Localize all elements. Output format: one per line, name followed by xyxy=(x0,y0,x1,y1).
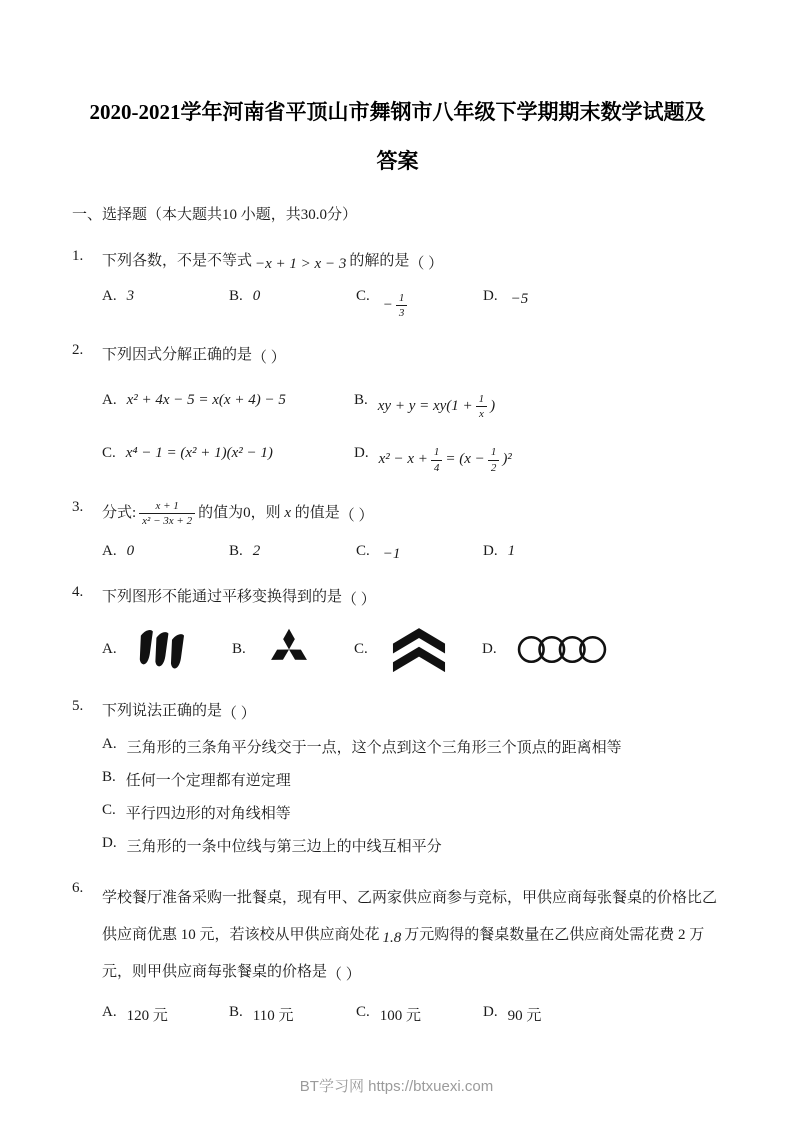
question-5-stem xyxy=(72,698,723,724)
question-6 xyxy=(72,880,723,1025)
option-d xyxy=(482,633,607,666)
formula-part: ) xyxy=(490,398,496,415)
option-a xyxy=(102,626,232,674)
stem-text: 学校餐厅准备采购一批餐桌，现有甲、乙两家供应商参与竞标，甲供应商每张餐桌的价格比乙供应商优惠 10 元，若该校从甲供应商处花 xyxy=(102,890,718,943)
question-5-options xyxy=(102,736,723,856)
question-3 xyxy=(72,499,723,560)
question-4 xyxy=(72,584,723,674)
stem-body xyxy=(102,342,723,368)
option-c xyxy=(356,543,483,560)
overlapping-shields-icon xyxy=(137,626,191,674)
option-d xyxy=(483,288,610,305)
option-value: −1 xyxy=(382,545,401,562)
option-value: 120 元 xyxy=(126,1008,168,1025)
formula-part: xy + y = xy(1 + xyxy=(377,398,473,415)
option-label: C. xyxy=(102,445,116,462)
option-label: B. xyxy=(232,641,246,658)
option-a xyxy=(102,736,723,757)
option-label: A. xyxy=(102,287,117,304)
stem-text: 万元购得的餐桌数量在乙供应商处需花费 2 万元，则甲供应商每张餐桌的价格是 xyxy=(102,926,705,980)
question-1-options xyxy=(102,288,723,318)
option-a xyxy=(102,288,229,305)
option-label: B. xyxy=(102,769,116,786)
variable-x: x xyxy=(284,505,292,522)
question-2-options-row-2 xyxy=(102,445,723,475)
option-value: 1 xyxy=(507,542,516,559)
option-d xyxy=(102,835,723,856)
four-rings-logo-icon xyxy=(517,633,607,666)
stem-text: 的值为0，则 xyxy=(198,505,281,522)
option-c xyxy=(356,288,483,318)
option-text: 三角形的一条中位线与第三边上的中线互相平分 xyxy=(126,839,442,856)
question-number: 4. xyxy=(72,583,84,600)
option-text: 平行四边形的对角线相等 xyxy=(125,806,291,823)
option-formula xyxy=(379,445,512,475)
question-5 xyxy=(72,698,723,856)
question-3-options xyxy=(102,543,723,560)
option-b xyxy=(229,288,356,305)
question-number: 1. xyxy=(72,247,84,264)
fraction: $\frac{1}{2}$ xyxy=(488,445,500,475)
option-value: 100 元 xyxy=(379,1008,422,1025)
answer-blank: （ ） xyxy=(409,255,444,272)
page-title xyxy=(72,88,723,187)
option-value: 3 xyxy=(126,287,135,304)
option-label: B. xyxy=(229,287,243,304)
option-c xyxy=(354,626,482,673)
stem-text: 下列说法正确的是 xyxy=(102,702,223,719)
fraction: $\frac{1}{x}$ xyxy=(476,392,488,422)
footer-watermark-link[interactable]: BT学习网 https://btxuexi.com xyxy=(299,1078,494,1095)
option-b xyxy=(229,543,356,560)
fraction: $\frac{1}{3}$ xyxy=(396,291,408,321)
option-label: D. xyxy=(102,835,117,852)
option-label: A. xyxy=(102,542,117,559)
formula-part: )² xyxy=(502,451,512,468)
question-2-stem xyxy=(72,342,723,368)
stem-text: 下列因式分解正确的是 xyxy=(102,346,253,363)
option-label: D. xyxy=(354,445,369,462)
option-c xyxy=(356,1004,483,1025)
option-formula: x⁴ − 1 = (x² + 1)(x² − 1) xyxy=(125,445,273,462)
option-label: D. xyxy=(483,1004,498,1021)
option-value: 110 元 xyxy=(252,1008,294,1025)
option-a xyxy=(102,1004,229,1025)
question-number: 3. xyxy=(72,498,84,515)
option-text: 任何一个定理都有逆定理 xyxy=(125,773,291,790)
option-label: D. xyxy=(483,287,498,304)
amount-1-8: 1.8 xyxy=(382,929,402,946)
option-value: 0 xyxy=(126,542,135,559)
stem-body xyxy=(102,248,723,274)
answer-blank: （ ） xyxy=(342,591,376,608)
three-diamonds-logo-icon xyxy=(266,627,312,672)
option-d xyxy=(483,1004,610,1025)
option-c xyxy=(102,445,354,462)
section-heading: 一、选择题（本大题共10 小题，共30.0分） xyxy=(72,206,358,223)
inequality-formula: −x + 1 > x − 3 xyxy=(255,255,347,272)
answer-blank: （ ） xyxy=(339,508,374,525)
option-label: C. xyxy=(102,802,116,819)
option-label: C. xyxy=(356,1004,370,1021)
option-text: 三角形的三条角平分线交于一点，这个点到这个三角形三个顶点的距离相等 xyxy=(126,740,622,757)
option-label: A. xyxy=(102,736,117,753)
option-label: A. xyxy=(102,391,117,408)
stem-body xyxy=(102,499,723,529)
question-number: 2. xyxy=(72,341,84,358)
option-label: B. xyxy=(354,391,368,408)
stem-body xyxy=(102,880,723,990)
option-formula: x² + 4x − 5 = x(x + 4) − 5 xyxy=(126,391,286,408)
option-b xyxy=(232,627,354,672)
option-label: C. xyxy=(354,641,368,658)
option-c xyxy=(102,802,723,823)
option-d xyxy=(354,445,512,475)
question-number: 6. xyxy=(72,880,84,897)
option-label: A. xyxy=(102,641,117,658)
option-value: −5 xyxy=(510,290,529,307)
question-1 xyxy=(72,248,723,318)
answer-blank: （ ） xyxy=(252,349,286,366)
option-value: 0 xyxy=(252,287,261,304)
option-a xyxy=(102,543,229,560)
option-formula xyxy=(378,392,495,422)
option-a xyxy=(102,392,354,409)
stem-text: 的解的是 xyxy=(349,252,410,269)
option-label: C. xyxy=(356,542,370,559)
question-number: 5. xyxy=(72,697,84,714)
question-2 xyxy=(72,342,723,475)
question-1-stem xyxy=(72,248,723,274)
option-value xyxy=(383,291,411,321)
option-label: A. xyxy=(102,1004,117,1021)
question-2-options-row-1 xyxy=(102,392,723,422)
formula-part: = (x − xyxy=(445,451,485,468)
stem-text: 的值是 xyxy=(294,505,340,522)
stem-text: 分式: xyxy=(102,505,137,522)
title-line-1: 2020-2021学年河南省平顶山市舞钢市八年级下学期期末数学试题及 xyxy=(89,100,706,124)
option-label: B. xyxy=(229,542,243,559)
option-label: C. xyxy=(356,287,370,304)
double-chevron-logo-icon xyxy=(388,626,450,673)
rational-expression-fraction: $\frac{x + 1}{\text{x² − 3x + 2}}$ xyxy=(139,499,195,529)
stem-body xyxy=(102,584,723,610)
option-d xyxy=(483,543,610,560)
option-value: 90 元 xyxy=(507,1008,542,1025)
fraction: $\frac{1}{4}$ xyxy=(431,445,443,475)
question-3-stem xyxy=(72,499,723,529)
title-line-2: 答案 xyxy=(376,149,419,174)
minus-sign: − xyxy=(382,297,393,314)
question-6-options xyxy=(102,1004,723,1025)
option-b xyxy=(229,1004,356,1025)
stem-text: 下列各数，不是不等式 xyxy=(102,252,253,269)
answer-blank: （ ） xyxy=(222,705,256,722)
answer-blank: （ ） xyxy=(327,966,361,983)
question-4-options xyxy=(102,626,723,674)
question-4-stem xyxy=(72,584,723,610)
question-6-stem xyxy=(72,880,723,990)
formula-part: x² − x + xyxy=(378,451,428,468)
stem-text: 下列图形不能通过平移变换得到的是 xyxy=(102,588,343,605)
option-label: D. xyxy=(482,641,497,658)
option-label: D. xyxy=(483,542,498,559)
stem-body xyxy=(102,698,723,724)
option-b xyxy=(354,392,495,422)
option-b xyxy=(102,769,723,790)
option-value: 2 xyxy=(252,542,261,559)
option-label: B. xyxy=(229,1004,243,1021)
